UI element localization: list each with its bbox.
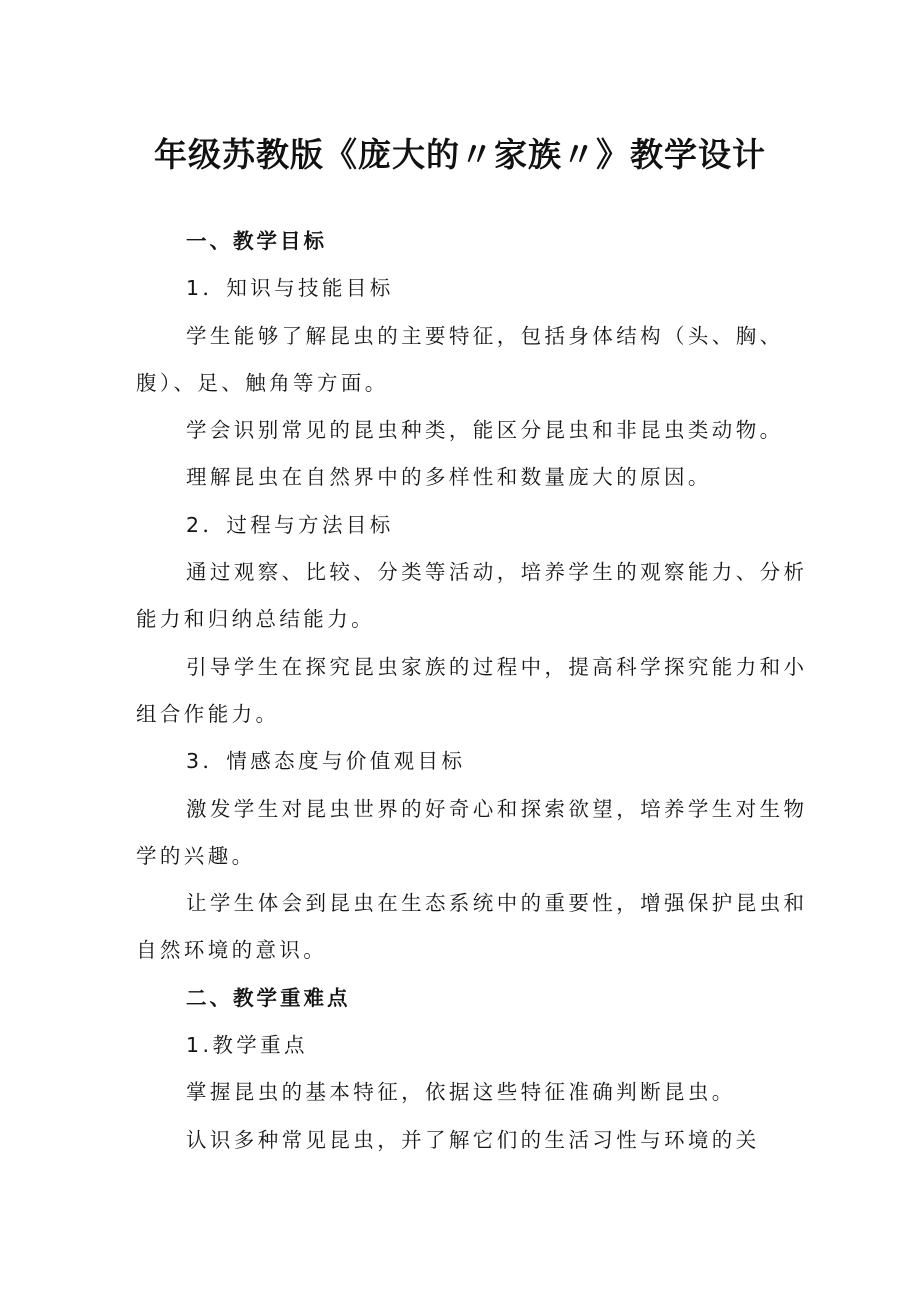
paragraph-line: 腹）、足、触角等方面。 <box>136 370 389 395</box>
section-heading-key-difficult-points: 二、教学重难点 <box>186 985 351 1010</box>
section-heading-teaching-goals: 一、教学目标 <box>186 229 327 253</box>
paragraph-line: 让学生体会到昆虫在生态系统中的重要性，增强保护昆虫和 <box>186 891 808 916</box>
paragraph-line: 引导学生在探究昆虫家族的过程中，提高科学探究能力和小 <box>186 654 808 679</box>
subheading-knowledge-skills: 1．知识与技能目标 <box>186 276 394 301</box>
subheading-teaching-focus: 1.教学重点 <box>186 1033 308 1058</box>
subheading-process-methods: 2．过程与方法目标 <box>186 512 394 537</box>
paragraph-line: 掌握昆虫的基本特征，依据这些特征准确判断昆虫。 <box>186 1080 736 1105</box>
document-title: 年级苏教版《庞大的〃家族〃》教学设计 <box>154 135 766 174</box>
paragraph-line: 学的兴趣。 <box>136 843 256 868</box>
paragraph-line: 激发学生对昆虫世界的好奇心和探索欲望，培养学生对生物 <box>186 796 808 821</box>
subheading-attitudes-values: 3．情感态度与价值观目标 <box>186 749 466 774</box>
paragraph-line: 通过观察、比较、分类等活动，培养学生的观察能力、分析 <box>186 560 808 585</box>
paragraph-line: 学会识别常见的昆虫种类，能区分昆虫和非昆虫类动物。 <box>186 418 784 443</box>
paragraph-line: 认识多种常见昆虫，并了解它们的生活习性与环境的关 <box>186 1127 760 1152</box>
document-body <box>136 218 808 1164</box>
paragraph-line: 理解昆虫在自然界中的多样性和数量庞大的原因。 <box>186 465 712 490</box>
paragraph-line: 组合作能力。 <box>136 701 280 726</box>
paragraph-line: 学生能够了解昆虫的主要特征，包括身体结构（头、胸、 <box>186 323 784 348</box>
paragraph-line: 能力和归纳总结能力。 <box>136 607 375 632</box>
paragraph-line: 自然环境的意识。 <box>136 938 328 963</box>
